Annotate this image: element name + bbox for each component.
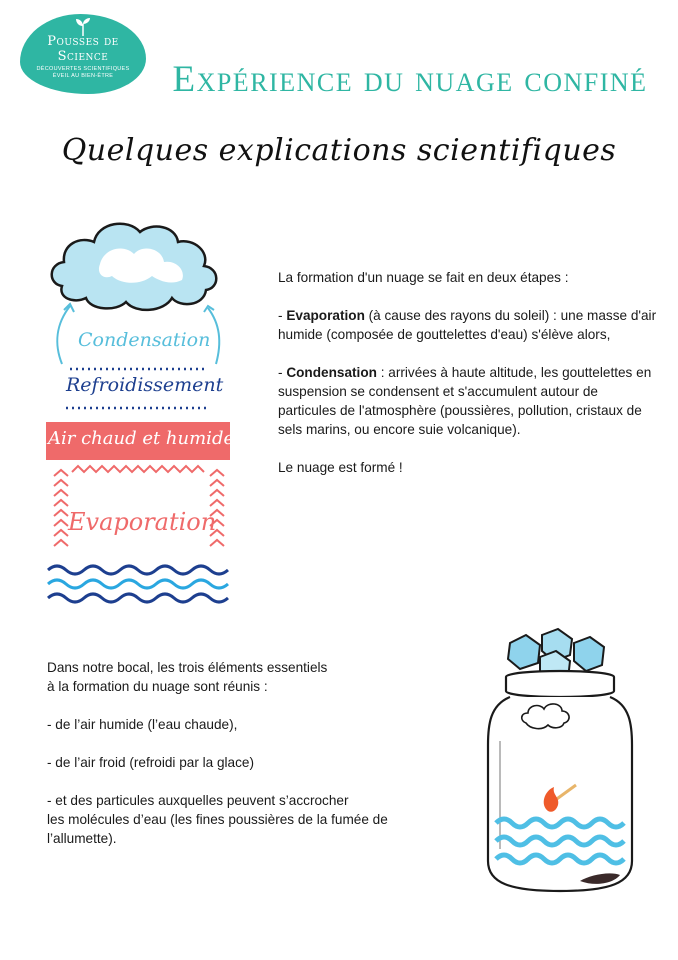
jar-intro-2: à la formation du nuage sont réunis : <box>47 679 268 694</box>
cloud-icon <box>52 224 217 310</box>
evap-text: (à cause des rayons du soleil) : une masse d'air humide (composée de gouttelettes d'eau) s'élève alors, <box>278 308 657 342</box>
logo-brand-name: Pousses de Science <box>47 34 119 64</box>
wave-3 <box>48 594 228 602</box>
explanation-evaporation <box>278 306 658 344</box>
jar-illustration <box>470 625 650 895</box>
jar-intro-1: Dans notre bocal, les trois éléments essentiels <box>47 660 328 675</box>
diagram-graphics <box>40 214 240 614</box>
cond-prefix: - <box>278 365 287 380</box>
jar-explanation <box>47 658 447 867</box>
jar-item-3-1: - et des particules auxquelles peuvent s’accrocher <box>47 793 349 808</box>
arrow-left-icon <box>57 306 70 364</box>
cond-text: : arrivées à haute altitude, les gouttelettes en suspension se condensent et s'accumulent autour de particules de l'atmosphère (poussières, pollution, cristaux de sels marins, ou encore suie volcanique). <box>278 365 652 437</box>
wave-2 <box>48 580 228 588</box>
explanation-conclusion: Le nuage est formé ! <box>278 460 403 475</box>
cond-term: Condensation <box>286 365 377 380</box>
flask-sprout-icon <box>72 16 94 36</box>
chevrons-top <box>72 466 204 472</box>
wave-1 <box>48 566 228 574</box>
explanation-intro: La formation d'un nuage se fait en deux étapes : <box>278 270 569 285</box>
jar-item-3-2: les molécules d’eau (les fines poussières de la fumée de l’allumette). <box>47 812 388 846</box>
jar-item-3 <box>47 791 447 848</box>
label-refroidissement: Refroidissement <box>66 374 224 396</box>
evap-prefix: - <box>278 308 287 323</box>
jar-item-1: - de l’air humide (l’eau chaude), <box>47 717 238 732</box>
jar-lid <box>506 671 614 697</box>
label-air-chaud: Air chaud et humide <box>48 428 235 449</box>
logo-tagline <box>20 66 146 80</box>
jar-item-2: - de l’air froid (refroidi par la glace) <box>47 755 255 770</box>
label-condensation: Condensation <box>78 329 211 351</box>
water-cycle-diagram <box>40 214 240 614</box>
explanation-condensation <box>278 363 658 439</box>
chevrons-left <box>54 470 68 546</box>
brand-logo <box>20 14 146 94</box>
explanation-text <box>278 268 658 496</box>
jar-intro <box>47 658 447 696</box>
label-evaporation: Evaporation <box>68 508 217 536</box>
evap-term: Evaporation <box>286 308 365 323</box>
page-subtitle: Quelques explications scientifiques <box>61 133 617 168</box>
logo-tagline-2: ÉVEIL AU BIEN-ÊTRE <box>52 73 114 79</box>
page-title: Expérience du nuage confiné <box>172 59 648 100</box>
logo-tagline-1: DÉCOUVERTES SCIENTIFIQUES <box>36 66 130 72</box>
